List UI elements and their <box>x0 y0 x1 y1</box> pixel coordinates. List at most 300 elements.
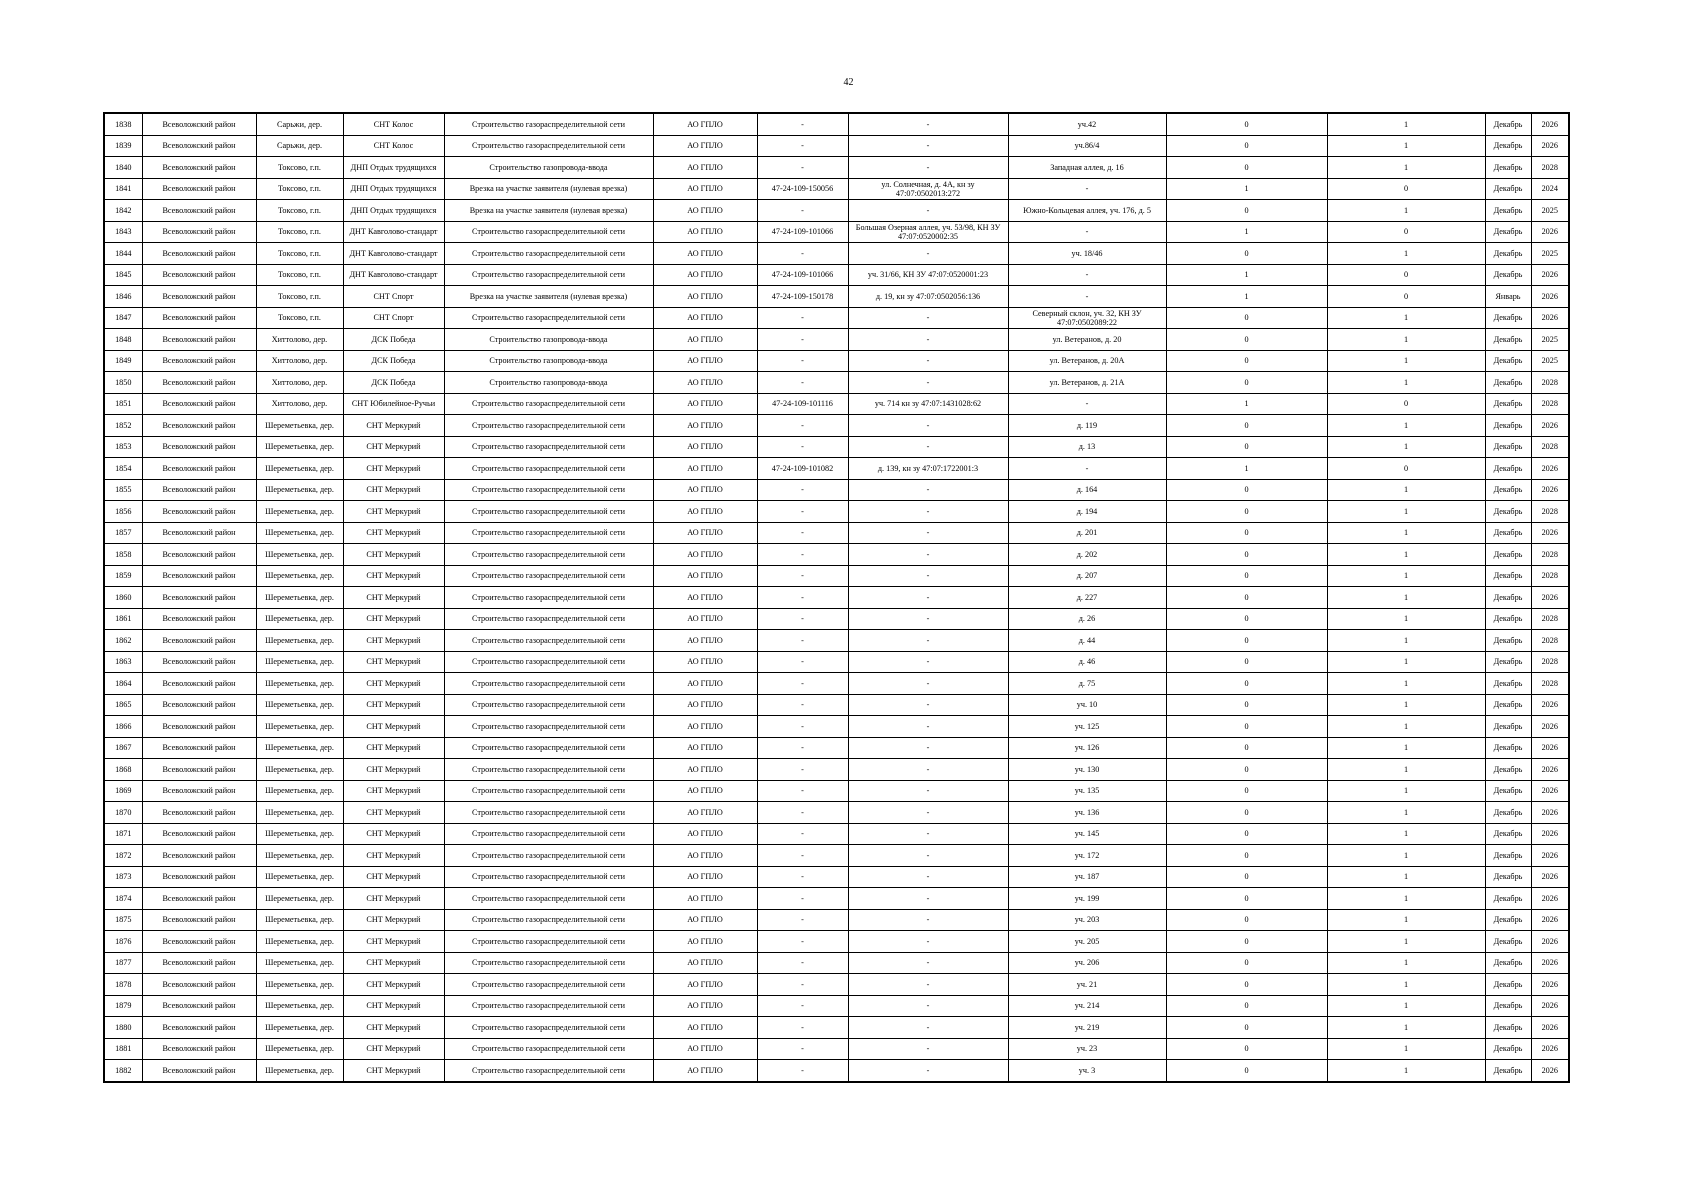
cell-year: 2026 <box>1531 113 1569 135</box>
cell-work-type: Строительство газораспределительной сети <box>444 264 653 286</box>
cell-cadastral-address: - <box>848 372 1008 394</box>
cell-address: уч. 21 <box>1008 974 1166 996</box>
cell-count-a: 0 <box>1166 995 1327 1017</box>
cell-work-type: Строительство газораспределительной сети <box>444 501 653 523</box>
cell-address: уч. 136 <box>1008 802 1166 824</box>
cell-count-a: 0 <box>1166 587 1327 609</box>
cell-count-a: 0 <box>1166 974 1327 996</box>
cell-organization: СНТ Меркурий <box>343 501 444 523</box>
cell-organization: СНТ Меркурий <box>343 995 444 1017</box>
cell-month: Декабрь <box>1485 673 1531 695</box>
cell-cadastral-address: - <box>848 544 1008 566</box>
cell-district: Всеволожский район <box>142 673 256 695</box>
table-row <box>104 608 1569 630</box>
cell-count-b: 0 <box>1327 393 1485 415</box>
cell-address: - <box>1008 221 1166 243</box>
cell-address: уч. 214 <box>1008 995 1166 1017</box>
cell-address: д. 26 <box>1008 608 1166 630</box>
cell-row-number: 1864 <box>104 673 142 695</box>
table-row <box>104 200 1569 222</box>
cell-address: уч. 23 <box>1008 1038 1166 1060</box>
cell-year: 2028 <box>1531 673 1569 695</box>
cell-count-a: 0 <box>1166 780 1327 802</box>
cell-row-number: 1857 <box>104 522 142 544</box>
cell-count-b: 1 <box>1327 823 1485 845</box>
cell-year: 2025 <box>1531 243 1569 265</box>
cell-year: 2026 <box>1531 909 1569 931</box>
cell-address: ул. Ветеранов, д. 21А <box>1008 372 1166 394</box>
cell-cadastral-address: - <box>848 651 1008 673</box>
cell-year: 2026 <box>1531 458 1569 480</box>
cell-month: Декабрь <box>1485 974 1531 996</box>
cell-count-a: 0 <box>1166 243 1327 265</box>
table-row <box>104 286 1569 308</box>
cell-organization: СНТ Колос <box>343 135 444 157</box>
cell-cadastral-address: - <box>848 931 1008 953</box>
cell-count-a: 1 <box>1166 393 1327 415</box>
cell-settlement: Шереметьевка, дер. <box>256 802 343 824</box>
table-row <box>104 673 1569 695</box>
cell-cadastral-address: - <box>848 565 1008 587</box>
cell-district: Всеволожский район <box>142 565 256 587</box>
cell-district: Всеволожский район <box>142 780 256 802</box>
cell-application-number: - <box>757 350 848 372</box>
cell-organization: ДНТ Кавголово-стандарт <box>343 221 444 243</box>
cell-district: Всеволожский район <box>142 845 256 867</box>
cell-count-a: 0 <box>1166 823 1327 845</box>
cell-cadastral-address: - <box>848 415 1008 437</box>
cell-address: Северный склон, уч. 32, КН ЗУ 47:07:0502089:22 <box>1008 307 1166 329</box>
cell-settlement: Шереметьевка, дер. <box>256 415 343 437</box>
cell-organization: СНТ Меркурий <box>343 651 444 673</box>
cell-count-b: 1 <box>1327 651 1485 673</box>
cell-settlement: Шереметьевка, дер. <box>256 458 343 480</box>
cell-row-number: 1881 <box>104 1038 142 1060</box>
cell-count-b: 0 <box>1327 178 1485 200</box>
cell-organization: СНТ Меркурий <box>343 716 444 738</box>
cell-year: 2028 <box>1531 372 1569 394</box>
table-row <box>104 522 1569 544</box>
cell-cadastral-address: - <box>848 522 1008 544</box>
cell-organization: СНТ Меркурий <box>343 630 444 652</box>
cell-work-type: Строительство газораспределительной сети <box>444 823 653 845</box>
cell-application-number: - <box>757 995 848 1017</box>
cell-work-type: Строительство газораспределительной сети <box>444 135 653 157</box>
cell-cadastral-address: - <box>848 952 1008 974</box>
cell-application-number: - <box>757 587 848 609</box>
cell-count-a: 0 <box>1166 909 1327 931</box>
cell-contractor: АО ГПЛО <box>653 221 757 243</box>
cell-cadastral-address: - <box>848 157 1008 179</box>
cell-organization: СНТ Меркурий <box>343 479 444 501</box>
cell-count-b: 1 <box>1327 780 1485 802</box>
cell-row-number: 1871 <box>104 823 142 845</box>
cell-application-number: 47-24-109-150178 <box>757 286 848 308</box>
cell-district: Всеволожский район <box>142 1017 256 1039</box>
cell-row-number: 1865 <box>104 694 142 716</box>
cell-work-type: Строительство газопровода-ввода <box>444 157 653 179</box>
cell-address: уч. 3 <box>1008 1060 1166 1082</box>
cell-contractor: АО ГПЛО <box>653 780 757 802</box>
cell-work-type: Строительство газопровода-ввода <box>444 329 653 351</box>
cell-settlement: Токсово, г.п. <box>256 264 343 286</box>
cell-month: Декабрь <box>1485 995 1531 1017</box>
cell-application-number: - <box>757 157 848 179</box>
cell-settlement: Шереметьевка, дер. <box>256 587 343 609</box>
cell-month: Декабрь <box>1485 1038 1531 1060</box>
cell-cadastral-address: - <box>848 802 1008 824</box>
cell-organization: СНТ Меркурий <box>343 522 444 544</box>
cell-organization: ДНТ Кавголово-стандарт <box>343 243 444 265</box>
cell-address: - <box>1008 393 1166 415</box>
cell-district: Всеволожский район <box>142 587 256 609</box>
cell-row-number: 1848 <box>104 329 142 351</box>
cell-work-type: Строительство газораспределительной сети <box>444 415 653 437</box>
cell-row-number: 1879 <box>104 995 142 1017</box>
cell-cadastral-address: ул. Солнечная, д. 4А, кн зу 47:07:0502013:272 <box>848 178 1008 200</box>
cell-year: 2026 <box>1531 759 1569 781</box>
cell-count-b: 1 <box>1327 1060 1485 1082</box>
cell-district: Всеволожский район <box>142 866 256 888</box>
cell-month: Декабрь <box>1485 501 1531 523</box>
cell-count-b: 1 <box>1327 307 1485 329</box>
cell-count-a: 0 <box>1166 113 1327 135</box>
table-row <box>104 995 1569 1017</box>
cell-cadastral-address: - <box>848 823 1008 845</box>
table-row <box>104 243 1569 265</box>
cell-contractor: АО ГПЛО <box>653 393 757 415</box>
cell-month: Декабрь <box>1485 393 1531 415</box>
cell-count-a: 0 <box>1166 759 1327 781</box>
cell-contractor: АО ГПЛО <box>653 479 757 501</box>
cell-district: Всеволожский район <box>142 393 256 415</box>
cell-contractor: АО ГПЛО <box>653 952 757 974</box>
cell-work-type: Строительство газораспределительной сети <box>444 522 653 544</box>
cell-cadastral-address: - <box>848 243 1008 265</box>
cell-month: Декабрь <box>1485 694 1531 716</box>
cell-contractor: АО ГПЛО <box>653 974 757 996</box>
cell-cadastral-address: - <box>848 608 1008 630</box>
cell-work-type: Врезка на участке заявителя (нулевая врезка) <box>444 200 653 222</box>
cell-district: Всеволожский район <box>142 501 256 523</box>
cell-count-a: 0 <box>1166 802 1327 824</box>
cell-contractor: АО ГПЛО <box>653 694 757 716</box>
cell-count-a: 0 <box>1166 845 1327 867</box>
cell-district: Всеволожский район <box>142 995 256 1017</box>
cell-count-a: 1 <box>1166 221 1327 243</box>
table-row <box>104 759 1569 781</box>
cell-application-number: - <box>757 415 848 437</box>
cell-address: д. 202 <box>1008 544 1166 566</box>
cell-district: Всеволожский район <box>142 909 256 931</box>
cell-contractor: АО ГПЛО <box>653 1038 757 1060</box>
cell-organization: СНТ Меркурий <box>343 415 444 437</box>
cell-row-number: 1862 <box>104 630 142 652</box>
cell-count-a: 0 <box>1166 372 1327 394</box>
cell-district: Всеволожский район <box>142 436 256 458</box>
cell-work-type: Строительство газораспределительной сети <box>444 673 653 695</box>
cell-count-b: 1 <box>1327 1038 1485 1060</box>
cell-district: Всеволожский район <box>142 1060 256 1082</box>
cell-row-number: 1866 <box>104 716 142 738</box>
cell-count-a: 1 <box>1166 178 1327 200</box>
table-row <box>104 974 1569 996</box>
cell-organization: СНТ Меркурий <box>343 931 444 953</box>
cell-settlement: Шереметьевка, дер. <box>256 501 343 523</box>
cell-settlement: Токсово, г.п. <box>256 178 343 200</box>
cell-work-type: Строительство газораспределительной сети <box>444 587 653 609</box>
table-row <box>104 544 1569 566</box>
table-row <box>104 909 1569 931</box>
cell-work-type: Строительство газораспределительной сети <box>444 458 653 480</box>
cell-address: д. 13 <box>1008 436 1166 458</box>
cell-application-number: - <box>757 759 848 781</box>
cell-settlement: Шереметьевка, дер. <box>256 737 343 759</box>
cell-address: - <box>1008 178 1166 200</box>
cell-month: Декабрь <box>1485 157 1531 179</box>
cell-row-number: 1846 <box>104 286 142 308</box>
cell-application-number: - <box>757 952 848 974</box>
cell-month: Декабрь <box>1485 329 1531 351</box>
cell-address: уч. 126 <box>1008 737 1166 759</box>
cell-cadastral-address: - <box>848 845 1008 867</box>
cell-row-number: 1847 <box>104 307 142 329</box>
cell-settlement: Токсово, г.п. <box>256 286 343 308</box>
table-row <box>104 479 1569 501</box>
cell-row-number: 1841 <box>104 178 142 200</box>
cell-application-number: 47-24-109-101066 <box>757 264 848 286</box>
cell-cadastral-address: д. 139, кн зу 47:07:1722001:3 <box>848 458 1008 480</box>
cell-district: Всеволожский район <box>142 974 256 996</box>
cell-work-type: Строительство газораспределительной сети <box>444 909 653 931</box>
cell-cadastral-address: Большая Озерная аллея, уч. 53/98, КН ЗУ 47:07:0520002:35 <box>848 221 1008 243</box>
cell-count-b: 1 <box>1327 630 1485 652</box>
cell-count-a: 0 <box>1166 501 1327 523</box>
cell-settlement: Шереметьевка, дер. <box>256 823 343 845</box>
cell-contractor: АО ГПЛО <box>653 673 757 695</box>
cell-organization: ДСК Победа <box>343 372 444 394</box>
cell-district: Всеволожский район <box>142 630 256 652</box>
cell-settlement: Хиттолово, дер. <box>256 393 343 415</box>
cell-cadastral-address: - <box>848 436 1008 458</box>
cell-work-type: Строительство газораспределительной сети <box>444 565 653 587</box>
cell-year: 2026 <box>1531 307 1569 329</box>
cell-count-a: 0 <box>1166 716 1327 738</box>
cell-application-number: - <box>757 522 848 544</box>
cell-work-type: Строительство газораспределительной сети <box>444 608 653 630</box>
cell-district: Всеволожский район <box>142 135 256 157</box>
cell-row-number: 1873 <box>104 866 142 888</box>
cell-year: 2028 <box>1531 630 1569 652</box>
cell-count-b: 1 <box>1327 436 1485 458</box>
cell-organization: СНТ Меркурий <box>343 587 444 609</box>
cell-contractor: АО ГПЛО <box>653 995 757 1017</box>
cell-application-number: 47-24-109-101116 <box>757 393 848 415</box>
cell-year: 2026 <box>1531 221 1569 243</box>
cell-cadastral-address: - <box>848 1017 1008 1039</box>
cell-application-number: - <box>757 716 848 738</box>
cell-row-number: 1844 <box>104 243 142 265</box>
cell-organization: ДНП Отдых трудящихся <box>343 200 444 222</box>
cell-settlement: Шереметьевка, дер. <box>256 694 343 716</box>
data-table <box>103 112 1570 1083</box>
page-number: 42 <box>843 77 854 88</box>
cell-contractor: АО ГПЛО <box>653 909 757 931</box>
cell-year: 2026 <box>1531 802 1569 824</box>
cell-count-a: 0 <box>1166 651 1327 673</box>
cell-application-number: 47-24-109-101066 <box>757 221 848 243</box>
cell-contractor: АО ГПЛО <box>653 587 757 609</box>
cell-application-number: - <box>757 544 848 566</box>
cell-cadastral-address: - <box>848 759 1008 781</box>
cell-district: Всеволожский район <box>142 372 256 394</box>
cell-month: Декабрь <box>1485 630 1531 652</box>
cell-contractor: АО ГПЛО <box>653 565 757 587</box>
cell-count-b: 1 <box>1327 479 1485 501</box>
cell-count-b: 1 <box>1327 931 1485 953</box>
cell-contractor: АО ГПЛО <box>653 372 757 394</box>
table-row <box>104 393 1569 415</box>
cell-month: Декабрь <box>1485 909 1531 931</box>
cell-count-b: 1 <box>1327 673 1485 695</box>
cell-application-number: - <box>757 243 848 265</box>
cell-organization: СНТ Меркурий <box>343 909 444 931</box>
cell-settlement: Хиттолово, дер. <box>256 350 343 372</box>
cell-organization: СНТ Колос <box>343 113 444 135</box>
cell-count-b: 0 <box>1327 264 1485 286</box>
cell-row-number: 1880 <box>104 1017 142 1039</box>
cell-year: 2026 <box>1531 931 1569 953</box>
cell-application-number: - <box>757 608 848 630</box>
cell-contractor: АО ГПЛО <box>653 415 757 437</box>
cell-address: д. 227 <box>1008 587 1166 609</box>
cell-year: 2025 <box>1531 329 1569 351</box>
cell-month: Декабрь <box>1485 178 1531 200</box>
cell-work-type: Строительство газораспределительной сети <box>444 1038 653 1060</box>
cell-address: уч. 10 <box>1008 694 1166 716</box>
table-row <box>104 221 1569 243</box>
cell-count-a: 1 <box>1166 286 1327 308</box>
cell-year: 2028 <box>1531 565 1569 587</box>
cell-settlement: Шереметьевка, дер. <box>256 759 343 781</box>
cell-work-type: Строительство газораспределительной сети <box>444 737 653 759</box>
cell-settlement: Токсово, г.п. <box>256 307 343 329</box>
cell-settlement: Токсово, г.п. <box>256 243 343 265</box>
cell-district: Всеволожский район <box>142 157 256 179</box>
cell-month: Декабрь <box>1485 200 1531 222</box>
cell-work-type: Строительство газопровода-ввода <box>444 372 653 394</box>
cell-row-number: 1875 <box>104 909 142 931</box>
cell-work-type: Строительство газораспределительной сети <box>444 780 653 802</box>
cell-year: 2026 <box>1531 866 1569 888</box>
cell-address: д. 46 <box>1008 651 1166 673</box>
cell-cadastral-address: - <box>848 974 1008 996</box>
cell-count-a: 0 <box>1166 350 1327 372</box>
cell-cadastral-address: уч. 714 кн зу 47:07:1431028:62 <box>848 393 1008 415</box>
cell-address: д. 201 <box>1008 522 1166 544</box>
cell-application-number: - <box>757 931 848 953</box>
cell-count-b: 1 <box>1327 802 1485 824</box>
cell-row-number: 1838 <box>104 113 142 135</box>
cell-year: 2026 <box>1531 974 1569 996</box>
cell-application-number: - <box>757 329 848 351</box>
cell-contractor: АО ГПЛО <box>653 802 757 824</box>
cell-work-type: Строительство газораспределительной сети <box>444 759 653 781</box>
cell-year: 2026 <box>1531 286 1569 308</box>
cell-work-type: Строительство газораспределительной сети <box>444 845 653 867</box>
cell-month: Декабрь <box>1485 780 1531 802</box>
table-row <box>104 178 1569 200</box>
table-row <box>104 307 1569 329</box>
cell-application-number: - <box>757 135 848 157</box>
cell-month: Декабрь <box>1485 479 1531 501</box>
table-row <box>104 135 1569 157</box>
table-row <box>104 888 1569 910</box>
cell-application-number: - <box>757 802 848 824</box>
cell-settlement: Шереметьевка, дер. <box>256 544 343 566</box>
cell-work-type: Строительство газораспределительной сети <box>444 651 653 673</box>
table-row <box>104 264 1569 286</box>
cell-count-b: 1 <box>1327 694 1485 716</box>
cell-contractor: АО ГПЛО <box>653 157 757 179</box>
cell-district: Всеволожский район <box>142 952 256 974</box>
table-row <box>104 587 1569 609</box>
cell-settlement: Шереметьевка, дер. <box>256 1038 343 1060</box>
cell-cadastral-address: - <box>848 113 1008 135</box>
cell-row-number: 1855 <box>104 479 142 501</box>
cell-work-type: Врезка на участке заявителя (нулевая врезка) <box>444 178 653 200</box>
cell-row-number: 1874 <box>104 888 142 910</box>
cell-settlement: Шереметьевка, дер. <box>256 1060 343 1082</box>
cell-month: Декабрь <box>1485 737 1531 759</box>
cell-work-type: Строительство газораспределительной сети <box>444 393 653 415</box>
cell-month: Декабрь <box>1485 802 1531 824</box>
cell-application-number: - <box>757 200 848 222</box>
cell-address: уч.86/4 <box>1008 135 1166 157</box>
cell-organization: СНТ Юбилейное-Ручьи <box>343 393 444 415</box>
table-row <box>104 651 1569 673</box>
cell-district: Всеволожский район <box>142 759 256 781</box>
cell-count-b: 1 <box>1327 716 1485 738</box>
cell-organization: СНТ Меркурий <box>343 759 444 781</box>
cell-application-number: - <box>757 694 848 716</box>
cell-row-number: 1878 <box>104 974 142 996</box>
cell-cadastral-address: - <box>848 630 1008 652</box>
cell-application-number: - <box>757 1038 848 1060</box>
cell-work-type: Строительство газораспределительной сети <box>444 544 653 566</box>
cell-district: Всеволожский район <box>142 608 256 630</box>
table-row <box>104 415 1569 437</box>
cell-cadastral-address: д. 19, кн зу 47:07:0502056:136 <box>848 286 1008 308</box>
cell-row-number: 1858 <box>104 544 142 566</box>
table-row <box>104 458 1569 480</box>
table-row <box>104 931 1569 953</box>
cell-row-number: 1863 <box>104 651 142 673</box>
cell-year: 2028 <box>1531 501 1569 523</box>
cell-district: Всеволожский район <box>142 931 256 953</box>
cell-cadastral-address: - <box>848 350 1008 372</box>
cell-year: 2026 <box>1531 479 1569 501</box>
cell-month: Декабрь <box>1485 845 1531 867</box>
cell-contractor: АО ГПЛО <box>653 200 757 222</box>
cell-application-number: - <box>757 974 848 996</box>
cell-work-type: Врезка на участке заявителя (нулевая врезка) <box>444 286 653 308</box>
cell-month: Декабрь <box>1485 307 1531 329</box>
cell-count-b: 1 <box>1327 544 1485 566</box>
cell-cadastral-address: уч. 31/66, КН ЗУ 47:07:0520001:23 <box>848 264 1008 286</box>
cell-cadastral-address: - <box>848 329 1008 351</box>
cell-month: Декабрь <box>1485 587 1531 609</box>
